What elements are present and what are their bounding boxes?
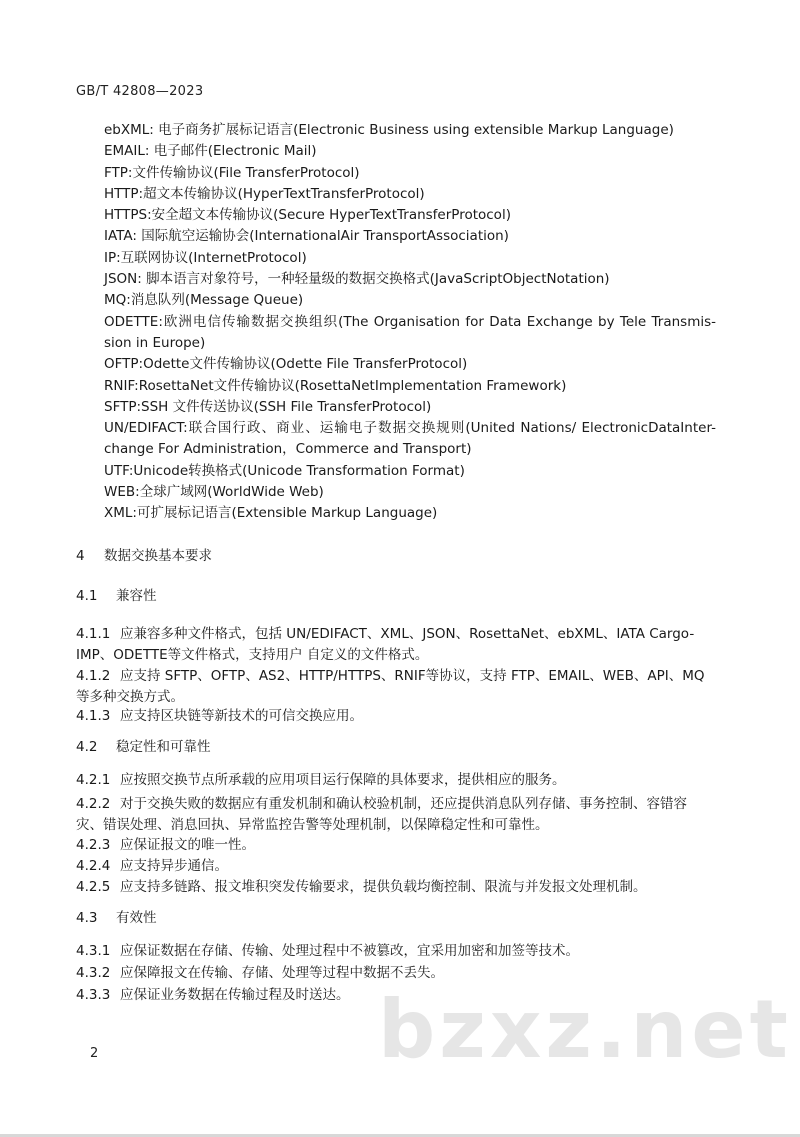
clause-number: 4.1.2	[76, 668, 111, 684]
clause-paragraph	[76, 666, 706, 707]
abbreviation-item: WEB:全球广域网(WorldWide Web)	[104, 484, 324, 501]
clause-number: 4.1.1	[76, 626, 111, 642]
clause-text: 应保障报文在传输、存储、处理等过程中数据不丢失。	[120, 965, 444, 981]
clause-number: 4.3.2	[76, 965, 111, 981]
abbreviation-item: ebXML: 电子商务扩展标记语言(Electronic Business using extensible Markup Language)	[104, 122, 674, 138]
abbreviation-item: ODETTE:欧洲电信传输数据交换组织(The Organisation for Data Exchange by Tele Transmis-sion in Europe)	[104, 313, 716, 351]
subsection-heading	[76, 586, 157, 606]
clause-paragraph	[76, 770, 706, 791]
abbreviation-item: RNIF:RosettaNet文件传输协议(RosettaNetImplementation Framework)	[104, 377, 567, 394]
abbreviation-item: IATA: 国际航空运输协会(InternationalAir TransportAssociation)	[104, 228, 509, 245]
clause-paragraph	[76, 624, 706, 665]
abbreviation-item: XML:可扩展标记语言(Extensible Markup Language)	[104, 505, 438, 522]
clause-text: 应保证报文的唯一性。	[120, 837, 255, 853]
section-heading	[76, 546, 212, 566]
clause-number: 4.2.1	[76, 772, 111, 788]
subsection-heading	[76, 908, 157, 928]
clause-text: 应按照交换节点所承载的应用项目运行保障的具体要求，提供相应的服务。	[120, 772, 566, 788]
clause-paragraph	[76, 877, 706, 898]
subsection-number: 4.1	[76, 588, 98, 604]
abbreviation-item: HTTPS:安全超文本传输协议(Secure HyperTextTransferProtocol)	[104, 207, 511, 224]
abbreviation-item: HTTP:超文本传输协议(HyperTextTransferProtocol)	[104, 185, 425, 202]
abbreviation-item: FTP:文件传输协议(File TransferProtocol)	[104, 164, 360, 181]
subsection-number: 4.2	[76, 739, 98, 755]
standard-number-header: GB/T 42808—2023	[76, 84, 204, 99]
clause-paragraph	[76, 835, 706, 856]
clause-text: 对于交换失败的数据应有重发机制和确认校验机制，还应提供消息队列存储、事务控制、容错容灾、错误处理、消息回执、异常监控告警等处理机制，以保障稳定性和可靠性。	[76, 796, 687, 833]
clause-number: 4.2.3	[76, 837, 111, 853]
subsection-number: 4.3	[76, 910, 98, 926]
section-title: 数据交换基本要求	[104, 548, 212, 564]
clause-paragraph	[76, 794, 706, 835]
subsection-title: 稳定性和可靠性	[116, 739, 211, 755]
clause-text: 应支持区块链等新技术的可信交换应用。	[120, 708, 363, 724]
clause-number: 4.2.4	[76, 858, 111, 874]
clause-number: 4.3.1	[76, 943, 111, 959]
abbreviation-item: IP:互联网协议(InternetProtocol)	[104, 249, 307, 266]
section-number: 4	[76, 548, 85, 564]
clause-text: 应支持 SFTP、OFTP、AS2、HTTP/HTTPS、RNIF等协议，支持 FTP、EMAIL、WEB、API、MQ 等多种交换方式。	[76, 668, 705, 705]
abbreviation-item: UTF:Unicode转换格式(Unicode Transformation Format)	[104, 462, 465, 479]
subsection-title: 有效性	[116, 910, 157, 926]
clause-number: 4.1.3	[76, 708, 111, 724]
clause-number: 4.2.5	[76, 879, 111, 895]
clause-paragraph	[76, 963, 706, 984]
clause-text: 应兼容多种文件格式，包括 UN/EDIFACT、XML、JSON、RosettaNet、ebXML、IATA Cargo-IMP、ODETTE等文件格式，支持用户 自定义的文件格式。	[76, 626, 695, 663]
abbreviation-item: UN/EDIFACT:联合国行政、商业、运输电子数据交换规则(United Nations/ ElectronicDataInter-change For Administration，Commerce and Transport)	[104, 420, 716, 458]
clause-text: 应保证业务数据在传输过程及时送达。	[120, 987, 350, 1003]
clause-text: 应保证数据在存储、传输、处理过程中不被篡改，宜采用加密和加签等技术。	[120, 943, 579, 959]
clause-text: 应支持多链路、报文堆积突发传输要求，提供负载均衡控制、限流与并发报文处理机制。	[120, 879, 647, 895]
page-number: 2	[90, 1046, 99, 1061]
clause-paragraph	[76, 941, 706, 962]
abbreviation-item: SFTP:SSH 文件传送协议(SSH File TransferProtocol)	[104, 398, 432, 415]
clause-number: 4.2.2	[76, 796, 111, 812]
watermark-logo: bzxz.net	[378, 983, 792, 1076]
clause-number: 4.3.3	[76, 987, 111, 1003]
subsection-heading	[76, 737, 211, 757]
abbreviation-item: MQ:消息队列(Message Queue)	[104, 292, 304, 309]
clause-paragraph	[76, 706, 706, 727]
abbreviation-item: OFTP:Odette文件传输协议(Odette File TransferProtocol)	[104, 356, 468, 373]
abbreviation-item: EMAIL: 电子邮件(Electronic Mail)	[104, 143, 317, 160]
clause-paragraph	[76, 856, 706, 877]
abbreviation-item: JSON: 脚本语言对象符号，一种轻量级的数据交换格式(JavaScriptObjectNotation)	[104, 271, 610, 288]
subsection-title: 兼容性	[116, 588, 157, 604]
clause-text: 应支持异步通信。	[120, 858, 228, 874]
abbreviation-list	[104, 120, 716, 525]
